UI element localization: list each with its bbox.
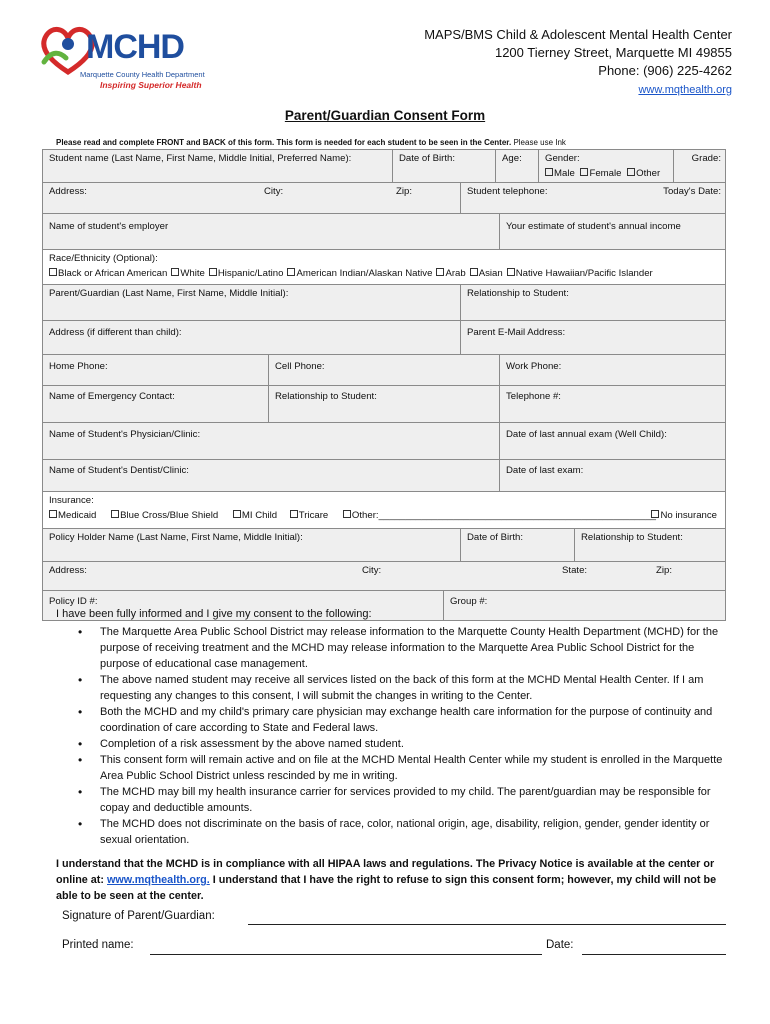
form-title: Parent/Guardian Consent Form [284,108,486,123]
relationship-label: Relationship to Student: [467,288,569,299]
consent-form-grid [42,149,726,621]
tricare-label: Tricare [298,510,329,521]
employer-label: Name of student's employer [49,221,169,232]
consent-bullet-item: • This consent form will remain active and on file at the MCHD Mental Health Center while my student is enrolled in the Marquette Area Public School District unless rescinded by me in writing. [78,752,728,784]
signature-line[interactable] [248,924,726,925]
physician-field[interactable] [43,423,499,459]
female-checkbox[interactable] [580,168,588,176]
student-phone-label: Student telephone: [467,186,548,197]
address-diff-label: Address (if different than child): [49,327,182,338]
income-label: Your estimate of student's annual income [506,221,681,232]
medicaid-label: Medicaid [58,510,97,521]
student-name-field[interactable] [43,150,392,182]
race-field [43,250,727,284]
policy-holder-label: Policy Holder Name (Last Name, First Name, Middle Initial): [49,532,303,543]
male-checkbox[interactable] [545,168,553,176]
consent-intro: I have been fully informed and I give my consent to the following: [56,608,372,620]
relationship-field[interactable] [460,285,727,320]
printed-name-line[interactable] [150,954,542,955]
website-link[interactable]: www.mqthealth.org [638,84,732,96]
policy-state-field[interactable] [556,562,650,590]
address-diff-field[interactable] [43,321,460,354]
insurance-label: Insurance: [49,495,94,506]
grade-field[interactable] [673,150,727,182]
race-option-checkbox[interactable] [287,268,295,276]
parent-email-field[interactable] [460,321,727,354]
race-option-label: Hispanic/Latino [217,268,284,279]
hipaa-statement [56,856,726,904]
gender-field [538,150,673,182]
physician-row [42,423,726,460]
other-gender-label: Other [636,168,661,179]
last-exam-label: Date of last exam: [506,465,584,476]
city-label: City: [264,186,284,197]
address-label: Address: [49,186,87,197]
emergency-contact-field[interactable] [43,386,268,422]
todays-date-field[interactable] [625,183,727,213]
parent-address-row [42,321,726,355]
policy-address-field[interactable] [43,562,356,590]
consent-bullet-item: • Completion of a risk assessment by the above named student. [78,736,728,752]
group-number-label: Group #: [450,596,488,607]
other-insurance-label: Other:____________________________________________________ [351,510,657,521]
policy-holder-relationship-label: Relationship to Student: [581,532,683,543]
logo-tagline: Inspiring Superior Health [100,80,202,90]
other-insurance-checkbox[interactable] [343,510,351,518]
student-name-label: Student name (Last Name, First Name, Middle Initial, Preferred Name): [49,153,352,164]
race-option-label: Asian [478,268,503,279]
zip-label: Zip: [396,186,412,197]
policy-city-field[interactable] [356,562,556,590]
policy-holder-dob-label: Date of Birth: [467,532,523,543]
logo-department: Marquette County Health Department [80,70,205,79]
emergency-telephone-label: Telephone #: [506,391,561,402]
no-insurance-checkbox[interactable] [651,510,659,518]
insurance-row [42,492,726,529]
race-option-checkbox[interactable] [470,268,478,276]
consent-bullet-item: • The above named student may receive all services listed on the back of this form at the MCHD Mental Health Center. If I am requesting any changes to this consent, I will submit the changes in writing to the Center. [78,672,728,704]
age-field[interactable] [495,150,538,182]
phones-row [42,355,726,386]
dentist-label: Name of Student's Dentist/Clinic: [49,465,189,476]
mi-child-label: MI Child [241,510,278,521]
work-phone-field[interactable] [499,355,727,385]
student-info-row [42,149,726,183]
emergency-relationship-field[interactable] [268,386,499,422]
race-option-label: White [180,268,205,279]
policy-zip-field[interactable] [650,562,727,590]
policy-city-label: City: [362,565,382,576]
dentist-row [42,460,726,492]
bcbs-label: Blue Cross/Blue Shield [120,510,219,521]
emergency-relationship-label: Relationship to Student: [275,391,377,402]
hipaa-text-2: I understand that I have the right to refuse to sign this consent form; however, my child will not be able to be seen at the center. [56,874,717,902]
last-exam-field[interactable] [499,460,727,491]
no-insurance-label: No insurance [660,510,717,521]
last-annual-exam-label: Date of last annual exam (Well Child): [506,429,667,440]
bcbs-checkbox[interactable] [111,510,119,518]
mchd-logo [38,22,218,94]
income-field[interactable] [499,214,727,249]
race-option-label: Black or African American [58,268,168,279]
tricare-checkbox[interactable] [290,510,298,518]
mi-child-checkbox[interactable] [233,510,241,518]
dob-field[interactable] [392,150,495,182]
consent-bullet-item: • Both the MCHD and my child's primary care physician may exchange health care information for the purpose of continuity and coordination of care according to State and Federal laws. [78,704,728,736]
address-row [42,183,726,214]
parent-name-label: Parent/Guardian (Last Name, First Name, Middle Initial): [49,288,289,299]
physician-label: Name of Student's Physician/Clinic: [49,429,201,440]
todays-date-label: Today's Date: [663,186,721,197]
male-label: Male [554,168,575,179]
policy-zip-label: Zip: [656,565,672,576]
employer-field[interactable] [43,214,499,249]
parent-name-field[interactable] [43,285,460,320]
home-phone-field[interactable] [43,355,268,385]
student-phone-field[interactable] [460,183,625,213]
emergency-row [42,386,726,423]
dentist-field[interactable] [43,460,499,491]
cell-phone-label: Cell Phone: [275,361,325,372]
race-option-label: Native Hawaiian/Pacific Islander [515,268,653,279]
home-phone-label: Home Phone: [49,361,108,372]
instructions-bold: Please read and complete FRONT and BACK of this form. This form is needed for each student to be seen in the Center. [56,138,512,147]
logo-wordmark: MCHD [86,28,184,66]
policy-id-label: Policy ID #: [49,596,98,607]
grade-label: Grade: [691,153,721,164]
race-option-checkbox[interactable] [507,268,515,276]
insurance-field [43,492,727,528]
center-name: MAPS/BMS Child & Adolescent Mental Health Center [424,27,732,42]
other-gender-checkbox[interactable] [627,168,635,176]
cell-phone-field[interactable] [268,355,499,385]
center-address: 1200 Tierney Street, Marquette MI 49855 [494,45,732,60]
consent-bullet-item: • The MCHD does not discriminate on the basis of race, color, national origin, age, disability, religion, gender, gender identity or sexual orientation. [78,816,728,848]
race-options [49,268,721,279]
last-annual-exam-field[interactable] [499,423,727,459]
race-row [42,250,726,285]
instructions-ink: Please use Ink [513,138,566,147]
consent-bullet-item: • The Marquette Area Public School District may release information to the Marquette County Health Department (MCHD) for the purpose of receiving treatment and the MCHD may release information to the Marquette Area Public School District for the purpose of educational case management. [78,624,728,672]
policy-state-label: State: [562,565,588,576]
race-label: Race/Ethnicity (Optional): [49,253,158,264]
race-option-checkbox[interactable] [436,268,444,276]
dob-label: Date of Birth: [399,153,455,164]
date-line[interactable] [582,954,726,955]
employer-row [42,214,726,250]
parent-email-label: Parent E-Mail Address: [467,327,566,338]
city-field[interactable] [258,183,390,213]
signature-label: Signature of Parent/Guardian: [62,910,215,922]
policy-address-row [42,562,726,591]
race-option-checkbox[interactable] [209,268,217,276]
zip-field[interactable] [390,183,460,213]
policy-holder-relationship-field[interactable] [574,529,727,561]
date-label: Date: [546,939,574,951]
center-phone: Phone: (906) 225-4262 [598,63,732,78]
race-option-label: American Indian/Alaskan Native [296,268,433,279]
emergency-contact-label: Name of Emergency Contact: [49,391,175,402]
race-option-checkbox[interactable] [171,268,179,276]
work-phone-label: Work Phone: [506,361,562,372]
policy-address-label: Address: [49,565,87,576]
race-option-checkbox[interactable] [49,268,57,276]
emergency-telephone-field[interactable] [499,386,727,422]
form-instructions [56,138,566,147]
hipaa-website-link[interactable]: www.mqthealth.org. [107,874,210,886]
medicaid-checkbox[interactable] [49,510,57,518]
policy-holder-dob-field[interactable] [460,529,574,561]
policy-holder-field[interactable] [43,529,460,561]
consent-bullet-list [78,624,728,848]
age-label: Age: [502,153,522,164]
hipaa-text-1: I understand that the MCHD is in compliance with all HIPAA laws and regulations. The Privacy Notice is available at the center or online at: [56,858,715,886]
consent-bullet-item: • The MCHD may bill my health insurance carrier for services provided to my child. The parent/guardian may be responsible for copay and deductible amounts. [78,784,728,816]
parent-row [42,285,726,321]
org-contact-block [424,26,732,99]
race-option-label: Arab [445,268,466,279]
address-field[interactable] [43,183,258,213]
female-label: Female [589,168,622,179]
policy-holder-row [42,529,726,562]
group-number-field[interactable] [443,591,727,620]
gender-label: Gender: [545,153,580,164]
printed-name-label: Printed name: [62,939,134,951]
